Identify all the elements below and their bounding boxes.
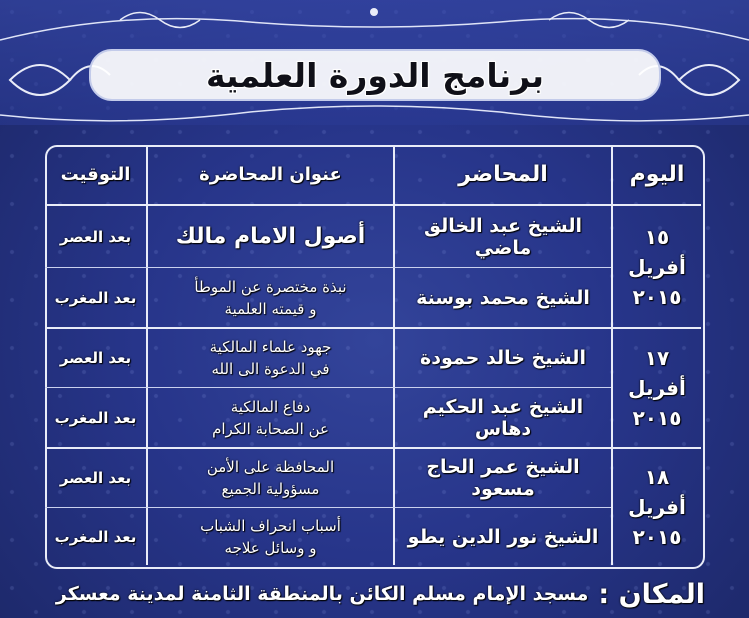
day-cell: [613, 449, 701, 565]
day-month: أفريل: [628, 254, 686, 279]
place-text: مسجد الإمام مسلم الكائن بالمنطقة الثامنة لمدينة معسكر: [55, 583, 589, 605]
topic-line: و قيمته العلمية: [224, 299, 317, 318]
topic-line: مسؤولية الجميع: [221, 480, 320, 498]
day-cell: [613, 206, 701, 327]
topic-cell: [148, 508, 393, 565]
time-cell: بعد العصر: [59, 469, 132, 487]
topic-line: في الدعوة الى الله: [211, 360, 330, 378]
header-topic: عنوان المحاضرة: [199, 164, 342, 185]
day-year: ٢٠١٥: [632, 284, 682, 309]
topic-cell: [148, 388, 393, 447]
topic-cell: [148, 206, 393, 267]
day-number: ١٨: [644, 465, 670, 489]
lecturer-cell: الشيخ نور الدين يطو: [407, 525, 599, 548]
topic-line: أصول الامام مالك: [175, 223, 366, 249]
topic-cell: [148, 329, 393, 387]
lecturer-cell: الشيخ عبد الحكيم دهاس: [422, 395, 584, 440]
topic-line: أسباب انحراف الشباب: [200, 516, 341, 535]
header-lecturer: المحاضر: [458, 162, 548, 187]
topic-line: و وسائل علاجه: [224, 538, 317, 557]
day-cell: [613, 329, 701, 447]
topic-line: عن الصحابة الكرام: [212, 419, 329, 438]
day-number: ١٥: [644, 224, 670, 249]
topic-cell: [148, 449, 393, 507]
time-cell: بعد المغرب: [54, 527, 137, 546]
day-year: ٢٠١٥: [632, 525, 682, 549]
header-day: اليوم: [629, 162, 685, 187]
day-year: ٢٠١٥: [632, 406, 682, 430]
time-cell: بعد العصر: [59, 349, 132, 367]
day-number: ١٧: [644, 346, 670, 370]
title-band: [0, 0, 749, 125]
day-month: أفريل: [628, 376, 686, 400]
topic-cell: [148, 268, 393, 327]
day-month: أفريل: [628, 495, 686, 519]
topic-line: جهود علماء المالكية: [209, 338, 332, 356]
time-cell: بعد المغرب: [54, 408, 137, 427]
header-time: التوقيت: [60, 164, 131, 185]
time-cell: بعد المغرب: [54, 288, 137, 307]
topic-line: المحافظة على الأمن: [206, 458, 335, 476]
topic-line: دفاع المالكية: [230, 397, 311, 416]
place-label: المكان :: [598, 578, 705, 610]
time-cell: بعد العصر: [59, 227, 132, 246]
topic-line: نبذة مختصرة عن الموطأ: [194, 277, 347, 296]
place-line: [40, 576, 705, 612]
schedule-table: [45, 145, 701, 565]
page-title: برنامج الدورة العلمية: [205, 55, 545, 95]
lecturer-cell: الشيخ عمر الحاج مسعود: [426, 456, 580, 500]
lecturer-cell: الشيخ محمد بوسنة: [416, 286, 590, 309]
lecturer-cell: الشيخ خالد حمودة: [420, 347, 586, 369]
lecturer-cell: الشيخ عبد الخالق ماضي: [423, 214, 583, 259]
